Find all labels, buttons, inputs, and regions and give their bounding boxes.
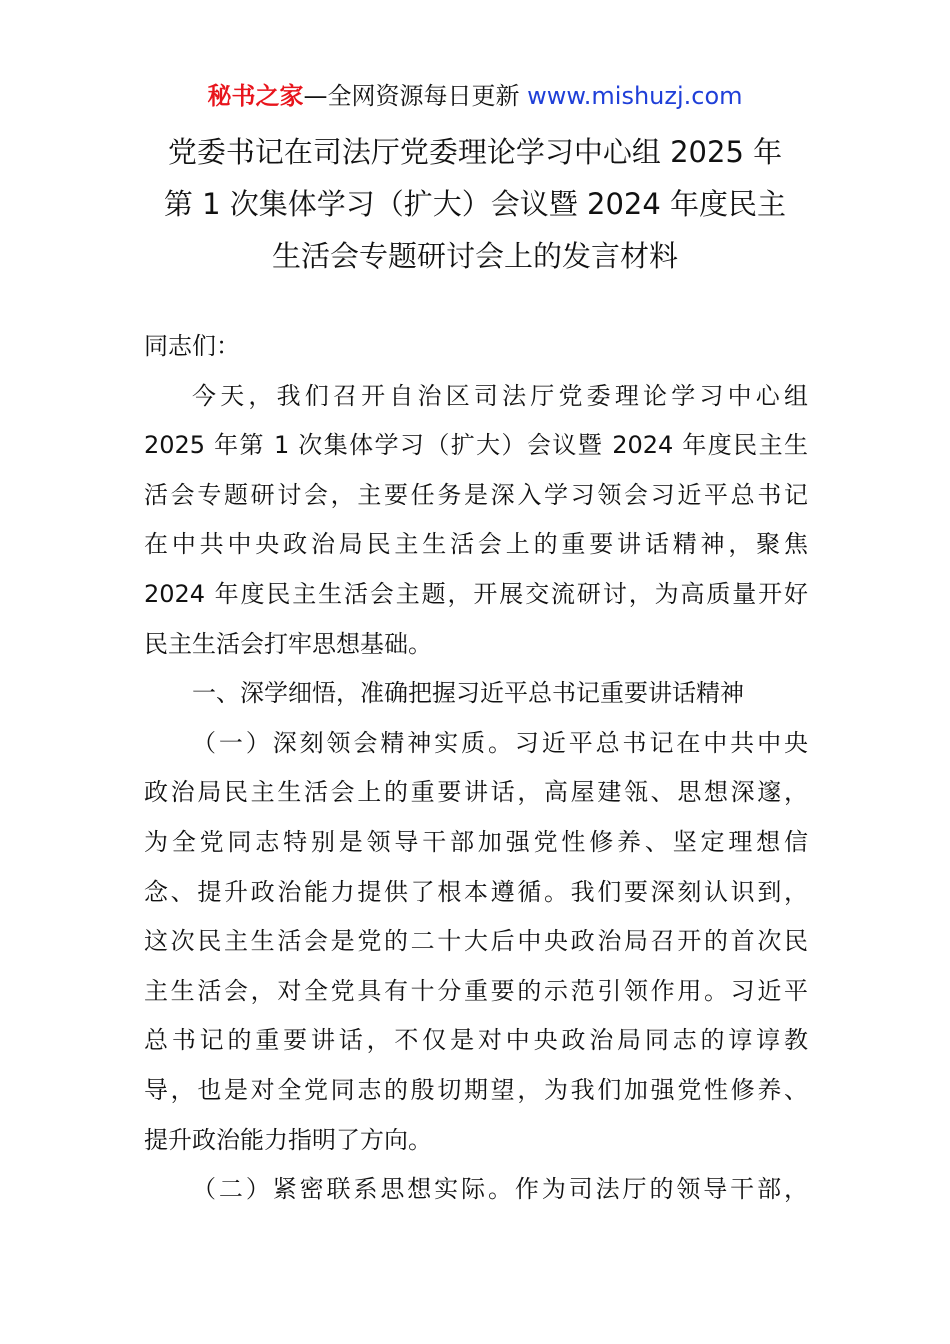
paragraph-line: 政治局民主生活会上的重要讲话，高屋建瓴、思想深邃， [144,778,808,807]
paragraph-line: （二）紧密联系思想实际。作为司法厅的领导干部， [192,1175,808,1204]
paragraph-line: 活会专题研讨会，主要任务是深入学习领会习近平总书记 [144,480,808,509]
paragraph-line: 2024 年度民主生活会主题，开展交流研讨，为高质量开好 [144,579,808,608]
salutation: 同志们： [144,332,240,360]
paragraph-line: 在中共中央政治局民主生活会上的重要讲话精神，聚焦 [144,530,808,559]
paragraph-line: 提升政治能力指明了方向。 [144,1125,432,1154]
title-line: 第 1 次集体学习（扩大）会议暨 2024 年度民主 [163,187,787,221]
paragraph-line: （一）深刻领会精神实质。习近平总书记在中共中央 [192,728,808,757]
source-header [0,80,950,112]
paragraph-line: 念、提升政治能力提供了根本遵循。我们要深刻认识到， [144,877,808,906]
site-url[interactable]: www.mishuzj.com [527,82,743,110]
paragraph-line: 主生活会，对全党具有十分重要的示范引领作用。习近平 [144,976,808,1005]
paragraph-line: 2025 年第 1 次集体学习（扩大）会议暨 2024 年度民主生 [144,431,808,460]
paragraph-line: 这次民主生活会是党的二十大后中央政治局召开的首次民 [144,927,808,956]
paragraph-line: 导，也是对全党同志的殷切期望，为我们加强党性修养、 [144,1075,808,1104]
title-line: 党委书记在司法厅党委理论学习中心组 2025 年 [167,135,783,169]
paragraph-line: 为全党同志特别是领导干部加强党性修养、坚定理想信 [144,827,808,856]
brand-name: 秘书之家 [207,82,304,110]
paragraph-line: 今天，我们召开自治区司法厅党委理论学习中心组 [192,381,808,410]
section-heading: 一、深学细悟，准确把握习近平总书记重要讲话精神 [192,679,744,708]
header-tagline: —全网资源每日更新 [303,82,528,110]
paragraph-line: 民主生活会打牢思想基础。 [144,629,432,658]
document-title [120,126,830,282]
paragraph-line: 总书记的重要讲话，不仅是对中央政治局同志的谆谆教 [144,1026,808,1055]
title-line: 生活会专题研讨会上的发言材料 [271,239,678,273]
document-body [144,322,808,1215]
